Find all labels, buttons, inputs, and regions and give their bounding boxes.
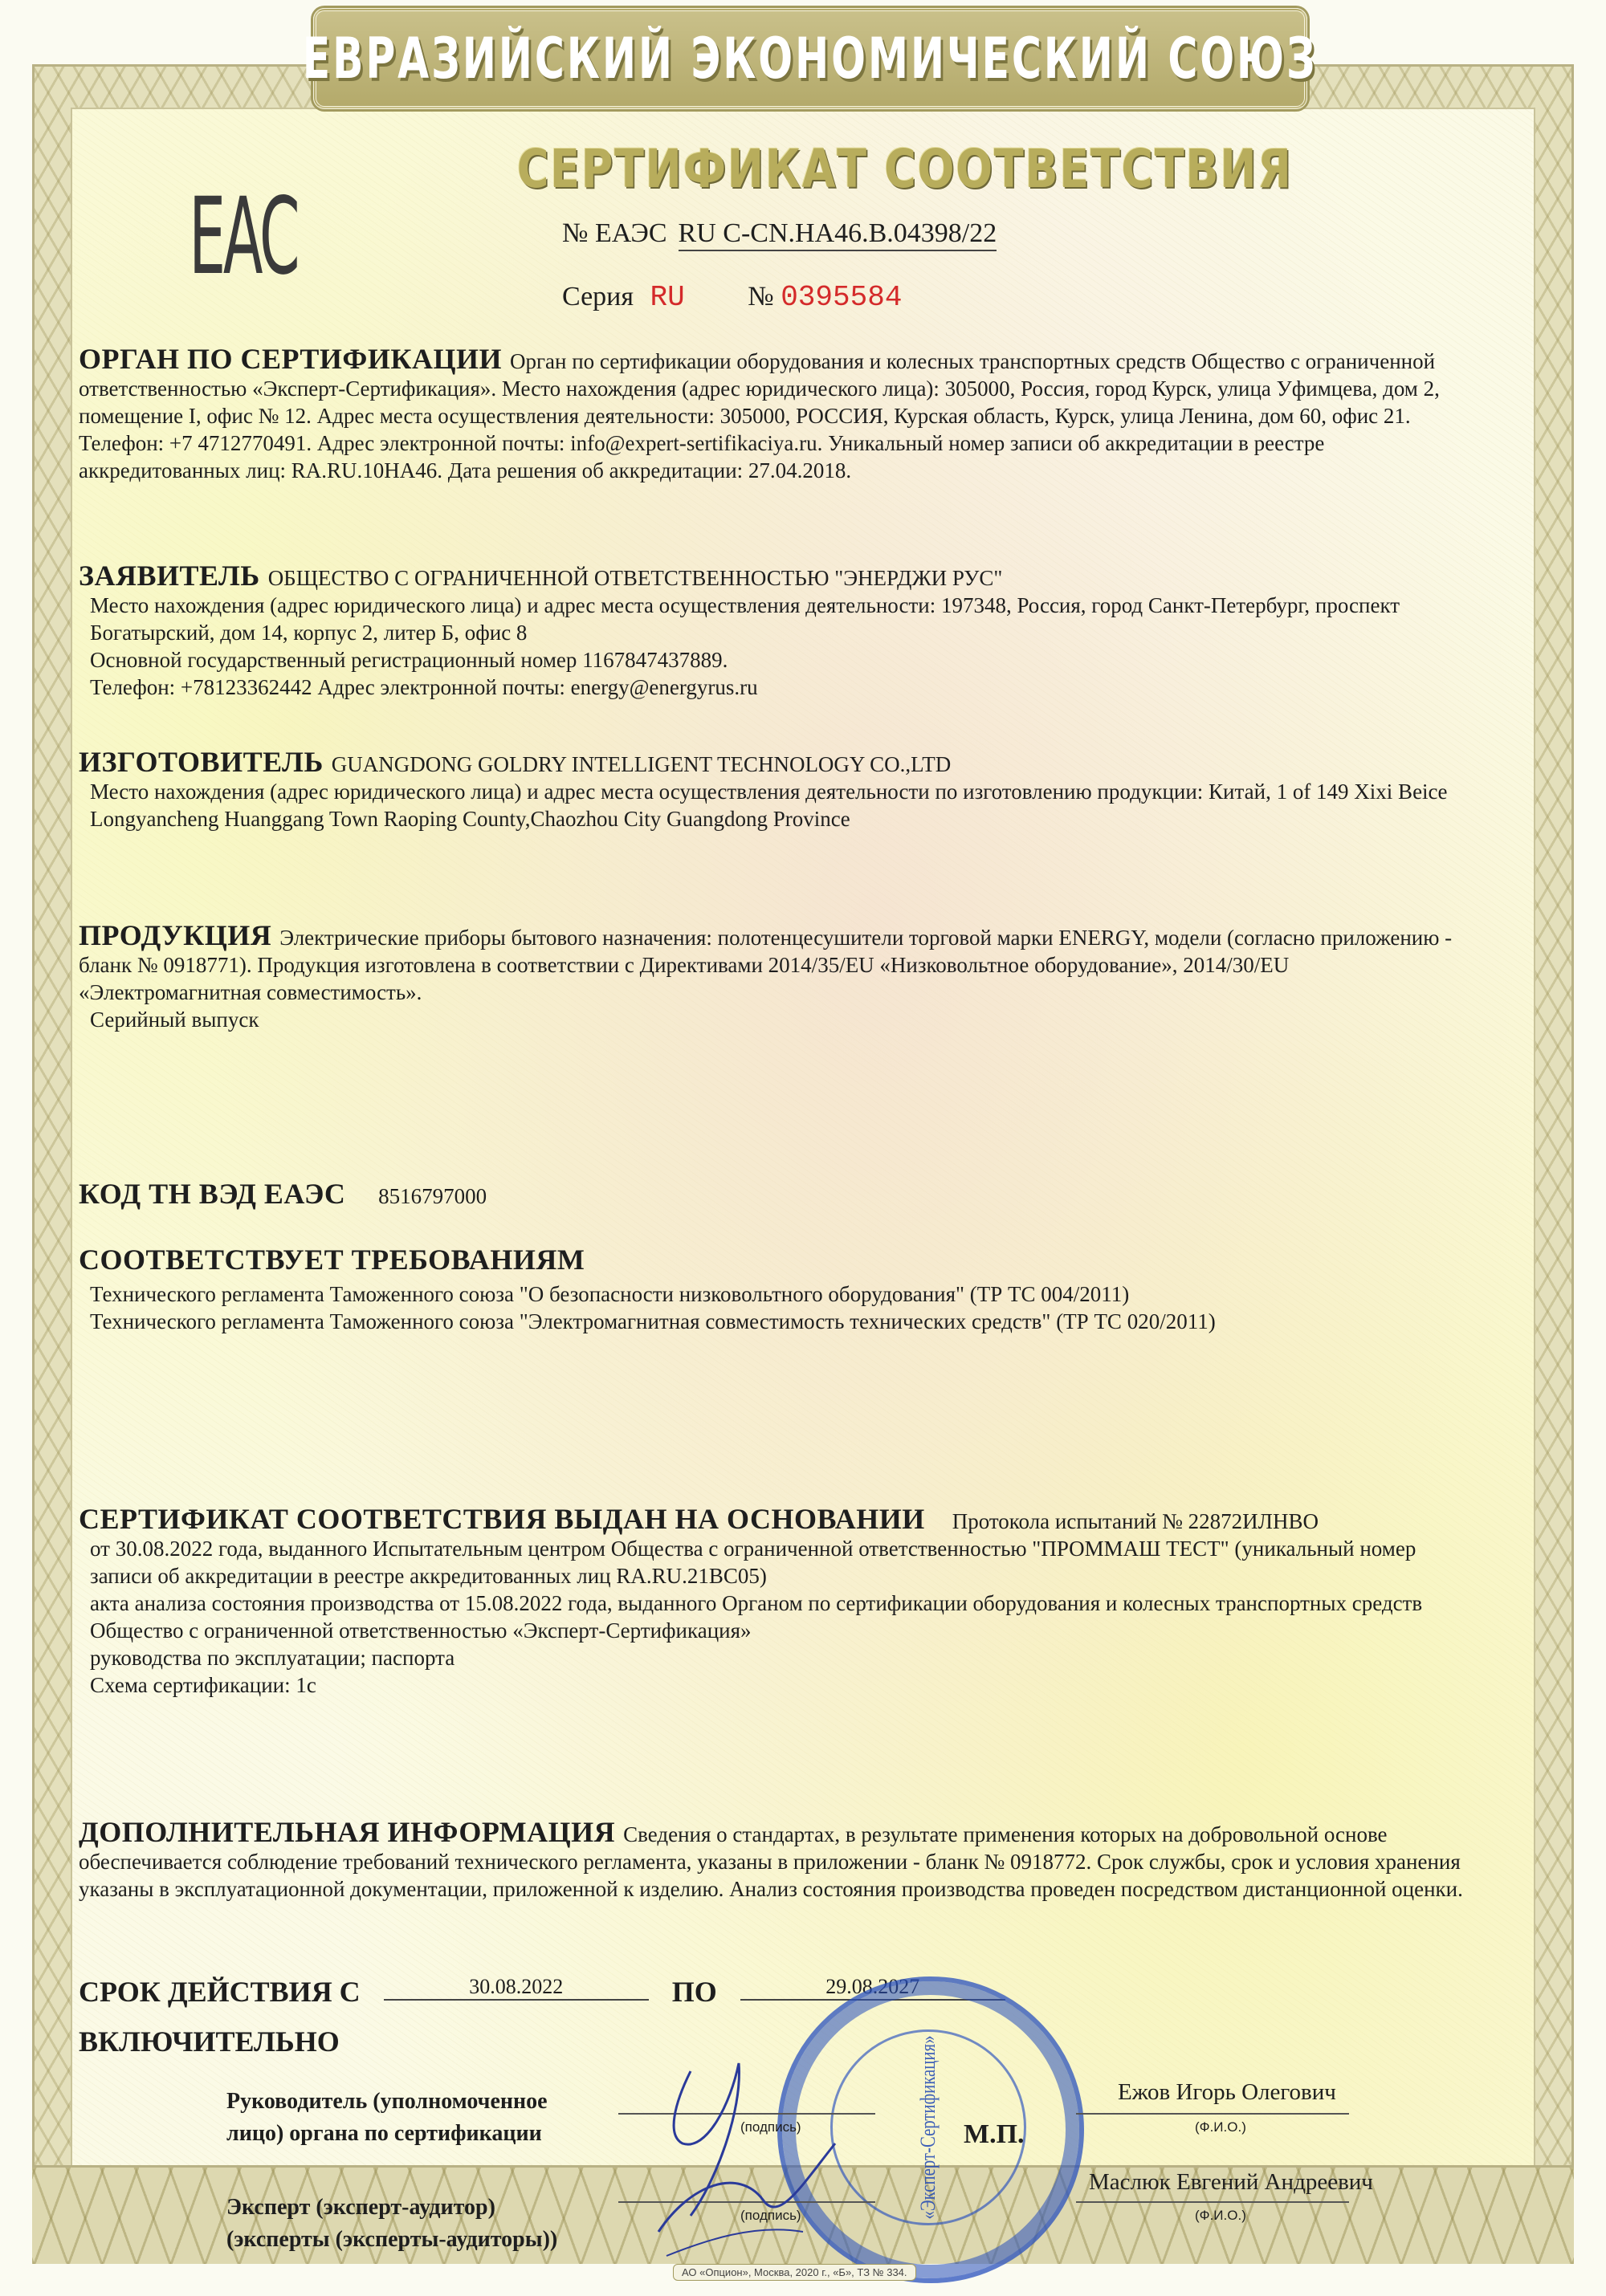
head-name-line (1076, 2113, 1349, 2115)
validity-inclusive-label: ВКЛЮЧИТЕЛЬНО (79, 2025, 340, 2058)
certification-body-text: Орган по сертификации оборудования и колесных транспортных средств Общество с ограниченной ответственностью «Эксперт-Сертификация». Место нахождения (адрес юридического лица): 305000, Россия, город Курск, улица Уфимцева, дом 2, помещение I, офис № 12. Адрес места осуществления деятельности: 305000, РОССИЯ, Курская область, Курск, улица Ленина, дом 60, офис 21. Телефон: +7 4712770491. Адрес электронной почты: info@expert-sertifikaciya.ru. Уникальный номер записи об аккредитации в реестре аккредитованных лиц: RA.RU.10НА46. Дата решения об аккредитации: 27.04.2018. (79, 349, 1440, 482)
basis-protocol: Протокола испытаний № 22872ИЛНВО (952, 1509, 1319, 1533)
production-type: Серийный выпуск (90, 1008, 259, 1032)
blank-series (562, 281, 902, 314)
eac-mark-icon: EAC (189, 175, 298, 299)
certification-body-heading: ОРГАН ПО СЕРТИФИКАЦИИ (79, 343, 502, 375)
basis-line: руководства по эксплуатации; паспорта (90, 1646, 455, 1670)
stamp-text: «Эксперт-Сертификация» (916, 2035, 940, 2220)
head-label: Руководитель (уполномоченное лицо) органа по сертификации (226, 2089, 548, 2146)
head-signature-caption: (подпись) (740, 2119, 801, 2135)
additional-info-heading: ДОПОЛНИТЕЛЬНАЯ ИНФОРМАЦИЯ (79, 1816, 616, 1848)
expert-name-caption: (Ф.И.О.) (1195, 2208, 1246, 2223)
blank-number-label: № (748, 282, 774, 311)
handwritten-signature-icon (642, 2039, 867, 2280)
certificate-number-value: RU C-CN.НА46.В.04398/22 (679, 218, 997, 251)
union-title: ЕВРАЗИЙСКИЙ ЭКОНОМИЧЕСКИЙ СОЮЗ (303, 26, 1318, 92)
validity-to-label: ПО (671, 1976, 717, 2008)
basis-line: акта анализа состояния производства от 15.08.2022 года, выданного Органом по сертификации оборудования и колесных транспортных средств Общество с ограниченной ответственностью «Эксперт-Сертификация» (90, 1591, 1423, 1643)
product-text: Электрические приборы бытового назначения: полотенцесушители торговой марки ENERGY, модели (согласно приложению - бланк № 0918771). Продукция изготовлена в соответствии с Директивами 2014/35/EU «Низковольтное оборудование», 2014/30/EU «Электромагнитная совместимость». (79, 926, 1453, 1004)
certification-scheme: Схема сертификации: 1с (90, 1673, 316, 1697)
series-value: RU (650, 281, 685, 314)
validity-to-date: 29.08.2027 (740, 1975, 1005, 2001)
basis-line: от 30.08.2022 года, выданного Испытательным центром Общества с ограниченной ответственностью "ПРОММАШ ТЕСТ" (уникальный номер записи об аккредитации в реестре аккредитованных лиц RA.RU.21ВС05) (90, 1537, 1416, 1588)
manufacturer-heading: ИЗГОТОВИТЕЛЬ (79, 746, 324, 778)
certificate-number (562, 218, 997, 249)
applicant-heading: ЗАЯВИТЕЛЬ (79, 560, 260, 592)
document-title: СЕРТИФИКАТ СООТВЕТСТВИЯ (516, 138, 1293, 200)
requirement-item: Технического регламента Таможенного союза "Электромагнитная совместимость технических средств" (ТР ТС 020/2011) (90, 1309, 1216, 1333)
manufacturer-address: Место нахождения (адрес юридического лица) и адрес места осуществления деятельности по изготовлению продукции: Китай, 1 of 149 Xixi Beice Longyancheng Huanggang Town Raoping County,Chaozhou City Guangdong Province (90, 780, 1448, 831)
additional-info-section (79, 1818, 1476, 1903)
hs-code-value: 8516797000 (378, 1184, 487, 1208)
applicant-section (79, 562, 1476, 701)
expert-label: Эксперт (эксперт-аудитор) (эксперты (эксперты-аудиторы)) (226, 2195, 558, 2252)
certification-body-section (79, 345, 1476, 484)
head-name-caption: (Ф.И.О.) (1195, 2119, 1246, 2135)
expert-name: Маслюк Евгений Андреевич (1089, 2169, 1373, 2195)
blank-number-value: 0395584 (781, 281, 903, 314)
certificate-number-label: № ЕАЭС (562, 218, 667, 248)
manufacturer-name: GUANGDONG GOLDRY INTELLIGENT TECHNOLOGY CO.,LTD (331, 752, 952, 776)
head-name: Ежов Игорь Олегович (1118, 2079, 1336, 2105)
series-label: Серия (562, 282, 634, 311)
validity-from-date: 30.08.2022 (384, 1975, 649, 2001)
basis-heading: СЕРТИФИКАТ СООТВЕТСТВИЯ ВЫДАН НА ОСНОВАНИИ (79, 1503, 925, 1535)
hs-code-heading: КОД ТН ВЭД ЕАЭС (79, 1178, 346, 1210)
seal-place-label: М.П. (964, 2119, 1025, 2149)
expert-name-line (1076, 2201, 1349, 2203)
requirements-section (79, 1246, 1476, 1335)
applicant-ogrn: Основной государственный регистрационный номер 1167847437889. (90, 648, 728, 672)
basis-section (79, 1505, 1476, 1699)
applicant-address: Место нахождения (адрес юридического лица) и адрес места осуществления деятельности: 197348, Россия, город Санкт-Петербург, проспект Богатырский, дом 14, корпус 2, литер Б, офис 8 (90, 593, 1400, 645)
applicant-name: ОБЩЕСТВО С ОГРАНИЧЕННОЙ ОТВЕТСТВЕННОСТЬЮ "ЭНЕРДЖИ РУС" (267, 566, 1003, 590)
manufacturer-section (79, 748, 1476, 833)
product-heading: ПРОДУКЦИЯ (79, 919, 272, 951)
validity-from-label: СРОК ДЕЙСТВИЯ С (79, 1976, 361, 2008)
applicant-contacts: Телефон: +78123362442 Адрес электронной почты: energy@energyrus.ru (90, 675, 758, 699)
expert-signature-caption: (подпись) (740, 2208, 801, 2223)
hs-code-section (79, 1180, 1476, 1210)
requirements-heading: СООТВЕТСТВУЕТ ТРЕБОВАНИЯМ (79, 1244, 585, 1276)
additional-info-text: Сведения о стандартах, в результате применения которых на добровольной основе обеспечивается соблюдение требований технического регламента, указаны в приложении - бланк № 0918772. Срок службы, срок и условия хранения указаны в эксплуатационной документации, приложенной к изделию. Анализ состояния производства проведен посредством дистанционной оценки. (79, 1822, 1463, 1901)
requirement-item: Технического регламента Таможенного союза "О безопасности низковольтного оборудования" (ТР ТС 004/2011) (90, 1282, 1130, 1306)
printer-note: АО «Опцион», Москва, 2020 г., «Б», ТЗ № 334. (673, 2264, 916, 2281)
union-title-banner (303, 8, 1318, 109)
product-section (79, 919, 1476, 1033)
